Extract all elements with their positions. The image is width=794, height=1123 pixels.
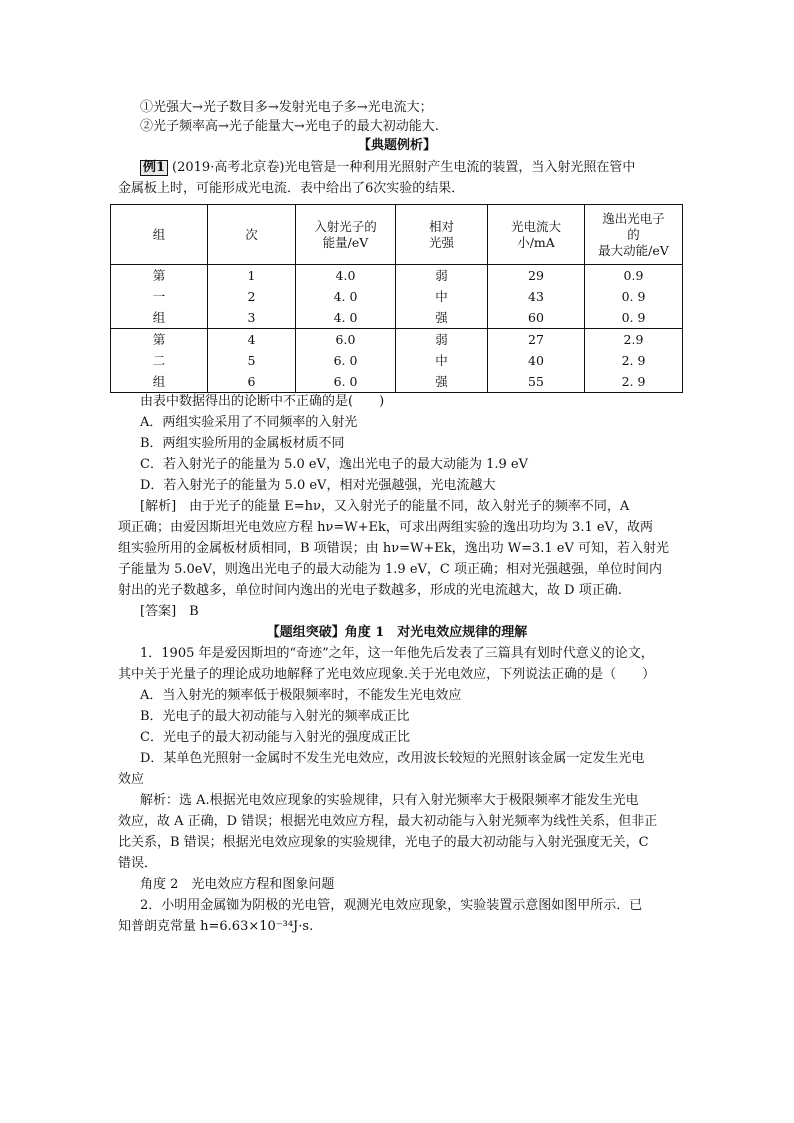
- example-line-2: 金属板上时，可能形成光电流．表中给出了6次实验的结果．: [118, 181, 465, 196]
- option-c: C．若入射光子的能量为 5.0 eV，逸出光电子的最大动能为 1.9 eV: [140, 457, 528, 472]
- option-b: B．两组实验所用的金属板材质不同: [140, 436, 345, 451]
- intro-line-2: ②光子频率高→光子能量大→光电子的最大初动能大.: [140, 119, 439, 134]
- header-photon-energy: 入射光子的 能量/eV: [296, 205, 396, 265]
- q1-solution-line-2: 效应，故 A 正确，D 错误；根据光电效应方程，最大初动能与入射光频率为线性关系，但非正: [118, 814, 658, 829]
- q1-option-c: C．光电子的最大初动能与入射光的强度成正比: [140, 730, 410, 745]
- q1-solution-line-1: 解析：选 A.根据光电效应现象的实验规律，只有入射光频率大于极限频率才能发生光电: [140, 793, 639, 808]
- experiment-table: [110, 204, 683, 393]
- q1-option-d-cont: 效应: [118, 772, 145, 787]
- table-group-1-row: [111, 265, 683, 329]
- q1-solution-line-4: 错误．: [118, 856, 158, 871]
- group-1-current: 29 43 60: [488, 265, 585, 329]
- angle-2-title: 角度 2 光电效应方程和图象问题: [140, 877, 335, 892]
- group-1-max-ke: 0.9 0. 9 0. 9: [585, 265, 683, 329]
- header-trial: 次: [208, 205, 296, 265]
- header-relative-intensity: 相对 光强: [396, 205, 488, 265]
- group-2-label: 第 二 组: [111, 329, 208, 393]
- question-stem: 由表中数据得出的论断中不正确的是( ): [140, 394, 385, 409]
- q1-option-b: B．光电子的最大初动能与入射光的频率成正比: [140, 709, 410, 724]
- analysis-line-5: 射出的光子数越多，单位时间内逸出的光电子数越多，形成的光电流越大，故 D 项正确.: [118, 583, 622, 598]
- section-title-breakthrough: 【题组突破】角度 1 对光电效应规律的理解: [266, 625, 528, 640]
- group-2-trials: 4 5 6: [208, 329, 296, 393]
- q2-line-2: 知普朗克常量 h=6.63×10⁻³⁴J·s.: [118, 919, 314, 934]
- group-2-max-ke: 2.9 2. 9 2. 9: [585, 329, 683, 393]
- group-1-energy: 4.0 4. 0 4. 0: [296, 265, 396, 329]
- q1-line-1: 1．1905 年是爱因斯坦的“奇迹”之年，这一年他先后发表了三篇具有划时代意义的论文，: [140, 646, 654, 661]
- q1-option-d: D．某单色光照射一金属时不发生光电效应，改用波长较短的光照射该金属一定发生光电: [140, 751, 645, 766]
- table-group-2-row: [111, 329, 683, 393]
- analysis-line-2: 项正确；由爱因斯坦光电效应方程 hν=W+Ek，可求出两组实验的逸出功均为 3.1 eV，故两: [118, 520, 653, 535]
- group-2-current: 27 40 55: [488, 329, 585, 393]
- q1-option-a: A．当入射光的频率低于极限频率时，不能发生光电效应: [140, 688, 462, 703]
- analysis-line-4: 子能量为 5.0eV，则逸出光电子的最大动能为 1.9 eV，C 项正确；相对光强越强，单位时间内: [118, 562, 662, 577]
- group-2-intensity: 弱 中 强: [396, 329, 488, 393]
- group-2-energy: 6.0 6. 0 6. 0: [296, 329, 396, 393]
- header-max-kinetic-energy: 逸出光电子 的 最大动能/eV: [585, 205, 683, 265]
- example-line-1: [140, 159, 635, 176]
- intro-line-1: ①光强大→光子数目多→发射光电子多→光电流大；: [140, 100, 433, 115]
- section-title-examples: 【典题例析】: [357, 138, 436, 153]
- q1-solution-line-3: 比关系，B 错误；根据光电效应现象的实验规律，光电子的最大初动能与入射光强度无关，C: [118, 835, 649, 850]
- q1-line-2: 其中关于光量子的理论成功地解释了光电效应现象.关于光电效应，下列说法正确的是（ ）: [118, 667, 656, 682]
- example-badge: 例1: [140, 160, 168, 176]
- group-1-intensity: 弱 中 强: [396, 265, 488, 329]
- header-group: 组: [111, 205, 208, 265]
- answer-line: [答案] B: [140, 604, 199, 619]
- analysis-line-3: 组实验所用的金属板材质相同，B 项错误；由 hν=W+Ek，逸出功 W=3.1 eV 可知，若入射光: [118, 541, 670, 556]
- group-1-trials: 1 2 3: [208, 265, 296, 329]
- q2-line-1: 2．小明用金属铷为阴极的光电管，观测光电效应现象，实验装置示意图如图甲所示．已: [140, 898, 643, 913]
- option-d: D．若入射光子的能量为 5.0 eV，相对光强越强，光电流越大: [140, 478, 496, 493]
- group-1-label: 第 一 组: [111, 265, 208, 329]
- header-current: 光电流大 小/mA: [488, 205, 585, 265]
- option-a: A．两组实验采用了不同频率的入射光: [140, 415, 358, 430]
- example-text-1: (2019·高考北京卷)光电管是一种利用光照射产生电流的装置，当入射光照在管中: [172, 160, 636, 175]
- analysis-line-1: [解析] 由于光子的能量 E=hν，又入射光子的能量不同，故入射光子的频率不同，A: [140, 499, 630, 514]
- table-header-row: [111, 205, 683, 265]
